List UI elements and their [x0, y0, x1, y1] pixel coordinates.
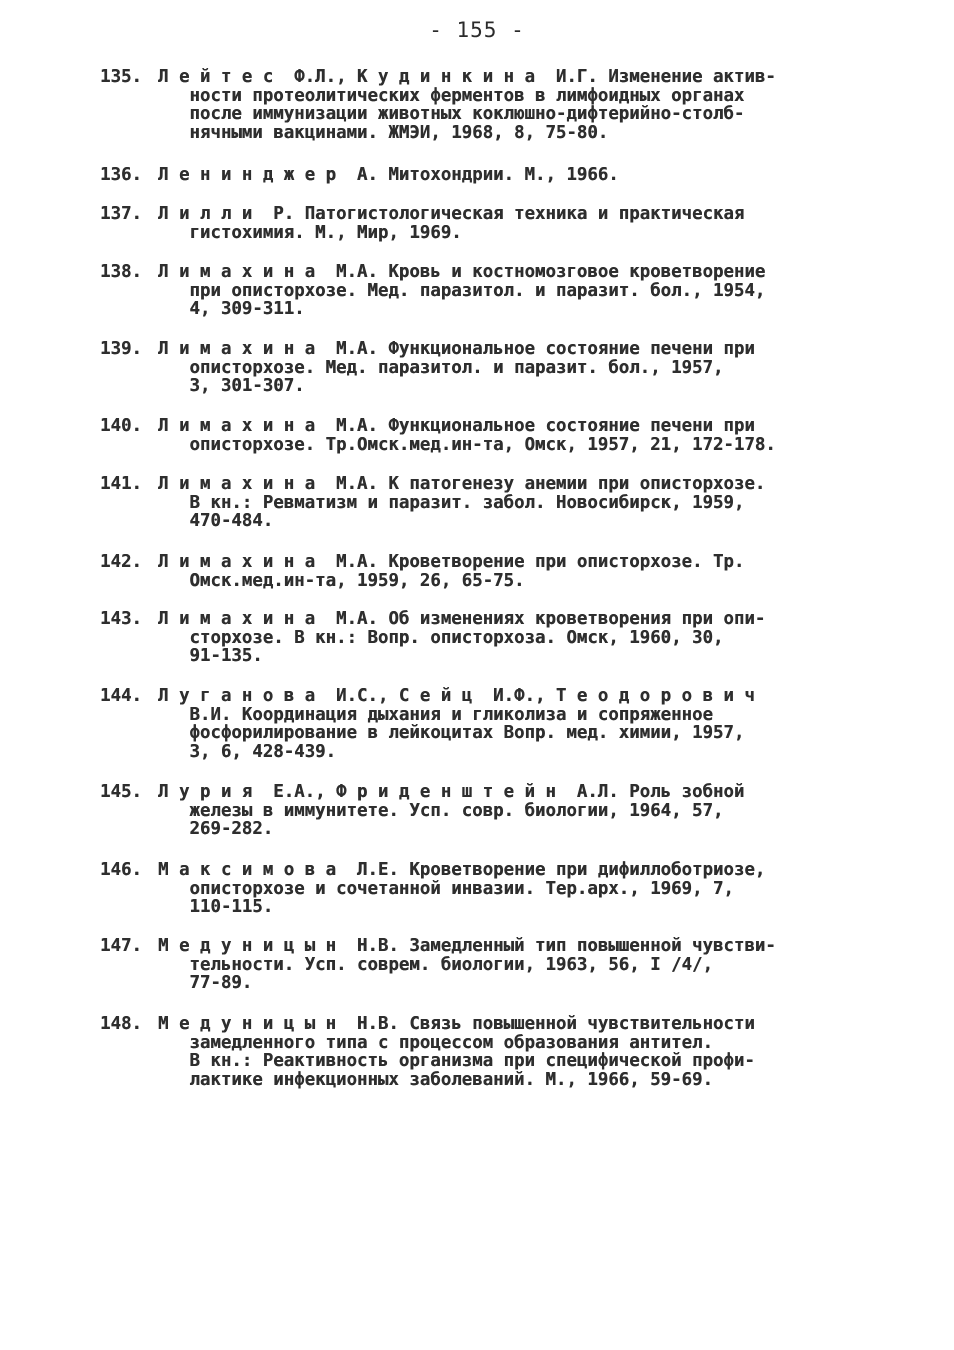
entry-number: 136.	[100, 165, 142, 185]
entry-line: железы в иммунитете. Усп. совр. биологии, 1964, 57,	[158, 800, 724, 821]
entry-text	[158, 687, 890, 761]
entry-line: Л и м а х и н а М.А. Кровь и костномозговое кроветворение	[158, 262, 766, 282]
entry-line: 4, 309-311.	[158, 299, 305, 319]
entry-line: 77-89.	[158, 973, 253, 993]
entry-text	[158, 1015, 890, 1089]
bibliography-entry	[100, 166, 890, 185]
entry-line: описторхозе. Тр.Омск.мед.ин-та, Омск, 1957, 21, 172-178.	[158, 434, 776, 455]
entry-text	[158, 205, 890, 242]
entry-number: 137.	[100, 204, 142, 224]
bibliography-entry	[100, 68, 890, 142]
entry-text	[158, 475, 890, 531]
entry-line: сторхозе. В кн.: Вопр. описторхоза. Омск, 1960, 30,	[158, 627, 724, 648]
entry-line: описторхозе и сочетанной инвазии. Тер.арх., 1969, 7,	[158, 878, 734, 899]
entry-line: Л и м а х и н а М.А. К патогенезу анемии при описторхозе.	[158, 474, 766, 494]
entry-line: после иммунизации животных коклюшно-дифтерийно-столб-	[158, 104, 745, 124]
bibliography-entry	[100, 687, 890, 761]
entry-line: нячными вакцинами. ЖМЭИ, 1968, 8, 75-80.	[158, 122, 609, 143]
bibliography-entry	[100, 553, 890, 590]
bibliography-entry	[100, 263, 890, 319]
entry-line: В.И. Координация дыхания и гликолиза и сопряженное	[158, 704, 713, 725]
entry-number: 147.	[100, 936, 142, 956]
entry-line: лактике инфекционных заболеваний. М., 1966, 59-69.	[158, 1069, 713, 1090]
page-number: - 155 -	[429, 18, 525, 42]
entry-text	[158, 783, 890, 839]
entry-line: описторхозе. Мед. паразитол. и паразит. бол., 1957,	[158, 357, 724, 378]
bibliography-entry	[100, 475, 890, 531]
bibliography-entry	[100, 1015, 890, 1089]
entry-text	[158, 263, 890, 319]
entry-text	[158, 68, 890, 142]
entry-line: 470-484.	[158, 511, 274, 531]
entry-line: Л и м а х и н а М.А. Об изменениях кроветворения при опи-	[158, 609, 766, 629]
entry-line: 3, 6, 428-439.	[158, 741, 336, 762]
entry-number: 143.	[100, 609, 142, 629]
entry-number: 142.	[100, 552, 142, 572]
bibliography-entry	[100, 417, 890, 454]
entry-line: Л е н и н д ж е р А. Митохондрии. М., 1966.	[158, 165, 619, 185]
bibliography-entry	[100, 937, 890, 993]
entry-line: 3, 301-307.	[158, 376, 305, 396]
entry-number: 135.	[100, 67, 142, 87]
entry-text	[158, 340, 890, 396]
entry-line: при описторхозе. Мед. паразитол. и паразит. бол., 1954,	[158, 280, 766, 301]
entry-line: тельности. Усп. соврем. биологии, 1963, 56, I /4/,	[158, 954, 713, 975]
entry-line: замедленного типа с процессом образования антител.	[158, 1032, 713, 1053]
entry-line: Л у р и я Е.А., Ф р и д е н ш т е й н А.Л. Роль зобной	[158, 782, 745, 802]
entry-number: 148.	[100, 1014, 142, 1034]
entry-line: В кн.: Ревматизм и паразит. забол. Новосибирск, 1959,	[158, 492, 745, 513]
entry-number: 144.	[100, 686, 142, 706]
entry-line: Л и м а х и н а М.А. Кроветворение при описторхозе. Тр.	[158, 552, 745, 572]
entry-text	[158, 610, 890, 666]
entry-number: 141.	[100, 474, 142, 494]
entry-text	[158, 553, 890, 590]
entry-text	[158, 861, 890, 917]
entry-line: Л и л л и Р. Патогистологическая техника и практическая	[158, 204, 745, 224]
bibliography-entry	[100, 340, 890, 396]
entry-line: гистохимия. М., Мир, 1969.	[158, 222, 462, 243]
entry-line: 269-282.	[158, 819, 274, 839]
entry-line: фосфорилирование в лейкоцитах Вопр. мед. химии, 1957,	[158, 723, 745, 743]
entry-number: 145.	[100, 782, 142, 802]
bibliography-entry	[100, 610, 890, 666]
entry-text	[158, 937, 890, 993]
entry-line: Л и м а х и н а М.А. Функциональное состояние печени при	[158, 339, 755, 359]
entry-line: М е д у н и ц ы н Н.В. Связь повышенной чувствительности	[158, 1014, 755, 1034]
entry-line: 91-135.	[158, 646, 263, 666]
entry-number: 139.	[100, 339, 142, 359]
entry-line: Омск.мед.ин-та, 1959, 26, 65-75.	[158, 570, 525, 591]
entry-line: В кн.: Реактивность организма при специфической профи-	[158, 1051, 755, 1071]
entry-text	[158, 417, 890, 454]
entry-line: Л у г а н о в а И.С., С е й ц И.Ф., Т е о д о р о в и ч	[158, 686, 755, 706]
entry-line: 110-115.	[158, 897, 274, 917]
entry-line: Л е й т е с Ф.Л., К у д и н к и н а И.Г. Изменение актив-	[158, 67, 776, 87]
entry-line: ности протеолитических ферментов в лимфоидных органах	[158, 85, 745, 106]
entry-number: 146.	[100, 860, 142, 880]
entry-number: 140.	[100, 416, 142, 436]
entry-line: М а к с и м о в а Л.Е. Кроветворение при дифиллоботриозе,	[158, 860, 766, 880]
entry-line: М е д у н и ц ы н Н.В. Замедленный тип повышенной чувстви-	[158, 936, 776, 956]
entry-text	[158, 166, 890, 185]
entry-line: Л и м а х и н а М.А. Функциональное состояние печени при	[158, 416, 755, 436]
bibliography-entry	[100, 861, 890, 917]
bibliography-entry	[100, 205, 890, 242]
bibliography-entry	[100, 783, 890, 839]
entry-number: 138.	[100, 262, 142, 282]
